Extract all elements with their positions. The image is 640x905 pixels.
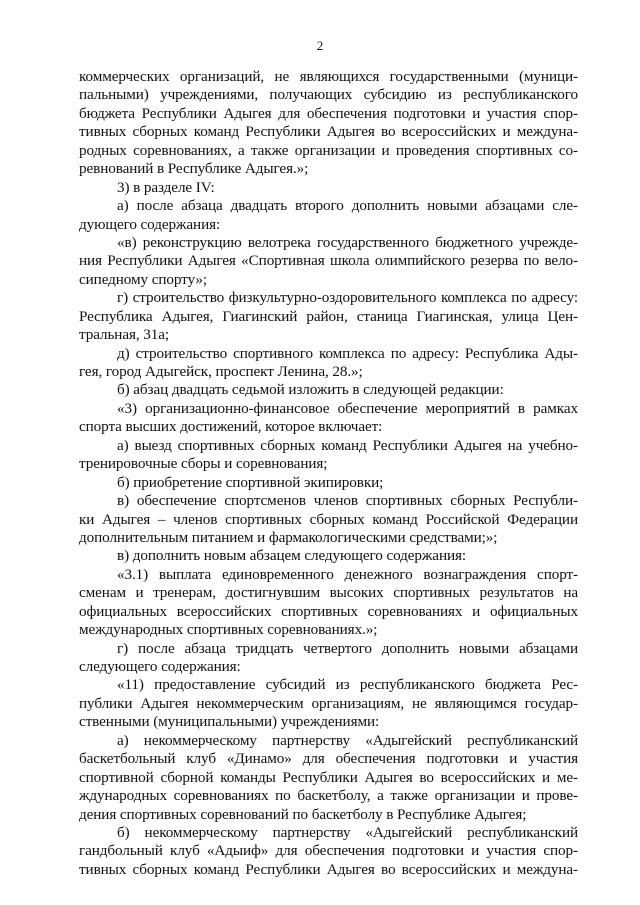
text-line: спортивной сборной команды Республики Адыгея во всероссийских и ме- [79,768,578,786]
text-line: публики Адыгея некоммерческим организациям, не являющимся государ- [79,694,578,712]
text-line: «3.1) выплата единовременного денежного вознаграждения спорт- [117,565,578,583]
text-line: «3) организационно-финансовое обеспечение мероприятий в рамках [117,399,578,417]
text-line: ственными (муниципальными) учреждениями: [79,713,380,731]
text-line: дополнительным питанием и фармакологическими средствами;»; [79,528,498,546]
text-line: 3) в разделе IV: [117,178,215,196]
text-line: тренировочные сборы и соревнования; [79,455,328,473]
text-line: ждународных соревнованиях по баскетболу, а также организации и прове- [79,787,578,805]
text-line: Республика Адыгея, Гиагинский район, станица Гиагинская, улица Цен- [79,307,578,325]
text-line: а) некоммерческому партнерству «Адыгейский республиканский [117,731,578,749]
text-line: коммерческих организаций, не являющихся государственными (муници- [79,68,578,85]
text-line: в) дополнить новым абзацем следующего содержания: [117,547,467,565]
text-line: д) строительство спортивного комплекса по адресу: Республика Ады- [117,344,578,362]
text-line: спорта высших достижений, которое включает: [79,418,383,436]
text-line: пальными) учреждениями, получающих субсидию из республиканского [79,86,578,104]
text-line: родных соревнованиях, а также организации и проведения спортивных со- [79,141,578,159]
text-line: б) приобретение спортивной экипировки; [117,473,384,491]
text-line: «в) реконструкцию велотрека государственного бюджетного учрежде- [117,233,578,251]
text-line: официальных всероссийских спортивных соревнованиях и официальных [79,602,578,620]
text-line: в) обеспечение спортсменов членов спортивных сборных Республи- [117,492,578,510]
text-line: гея, город Адыгейск, проспект Ленина, 28.»; [79,363,363,380]
document-body [79,68,578,879]
text-line: баскетбольный клуб «Динамо» для обеспечения подготовки и участия [79,750,578,768]
text-line: гандбольный клуб «Адыиф» для обеспечения подготовки и участия спор- [79,842,578,860]
text-line: «11) предоставление субсидий из республиканского бюджета Рес- [117,676,578,694]
text-line: тивных сборных команд Республики Адыгея во всероссийских и междуна- [79,860,578,878]
text-line: дения спортивных соревнований по баскетболу в Республике Адыгея; [79,805,527,823]
text-line: бюджета Республики Адыгея для обеспечения подготовки и участия спор- [79,104,578,122]
text-line: сменам и тренерам, достигнувшим высоких спортивных результатов на [79,584,578,602]
text-line: ния Республики Адыгея «Спортивная школа олимпийского резерва по вело- [79,252,578,270]
text-line: б) некоммерческому партнерству «Адыгейский республиканский [117,823,578,841]
text-line: а) выезд спортивных сборных команд Республики Адыгея на учебно- [117,436,578,454]
text-line: тральная, 31а; [79,326,169,344]
text-line: б) абзац двадцать седьмой изложить в следующей редакции: [117,381,504,399]
text-line: г) строительство физкультурно-оздоровительного комплекса по адресу: [117,289,578,307]
text-line: а) после абзаца двадцать второго дополнить новыми абзацами сле- [117,197,578,215]
text-line: следующего содержания: [79,658,241,675]
text-line: сипедному спорту»; [79,270,207,288]
text-line: тивных сборных команд Республики Адыгея во всероссийских и междуна- [79,123,578,141]
text-line: ки Адыгея – членов спортивных сборных команд Российской Федерации [79,510,578,528]
page-number: 2 [316,38,324,53]
text-line: ревнований в Республике Адыгея.»; [79,160,309,178]
text-line: международных спортивных соревнованиях.»; [79,621,378,639]
text-line: дующего содержания: [79,215,221,233]
text-line: г) после абзаца тридцать четвертого дополнить новыми абзацами [117,639,578,657]
